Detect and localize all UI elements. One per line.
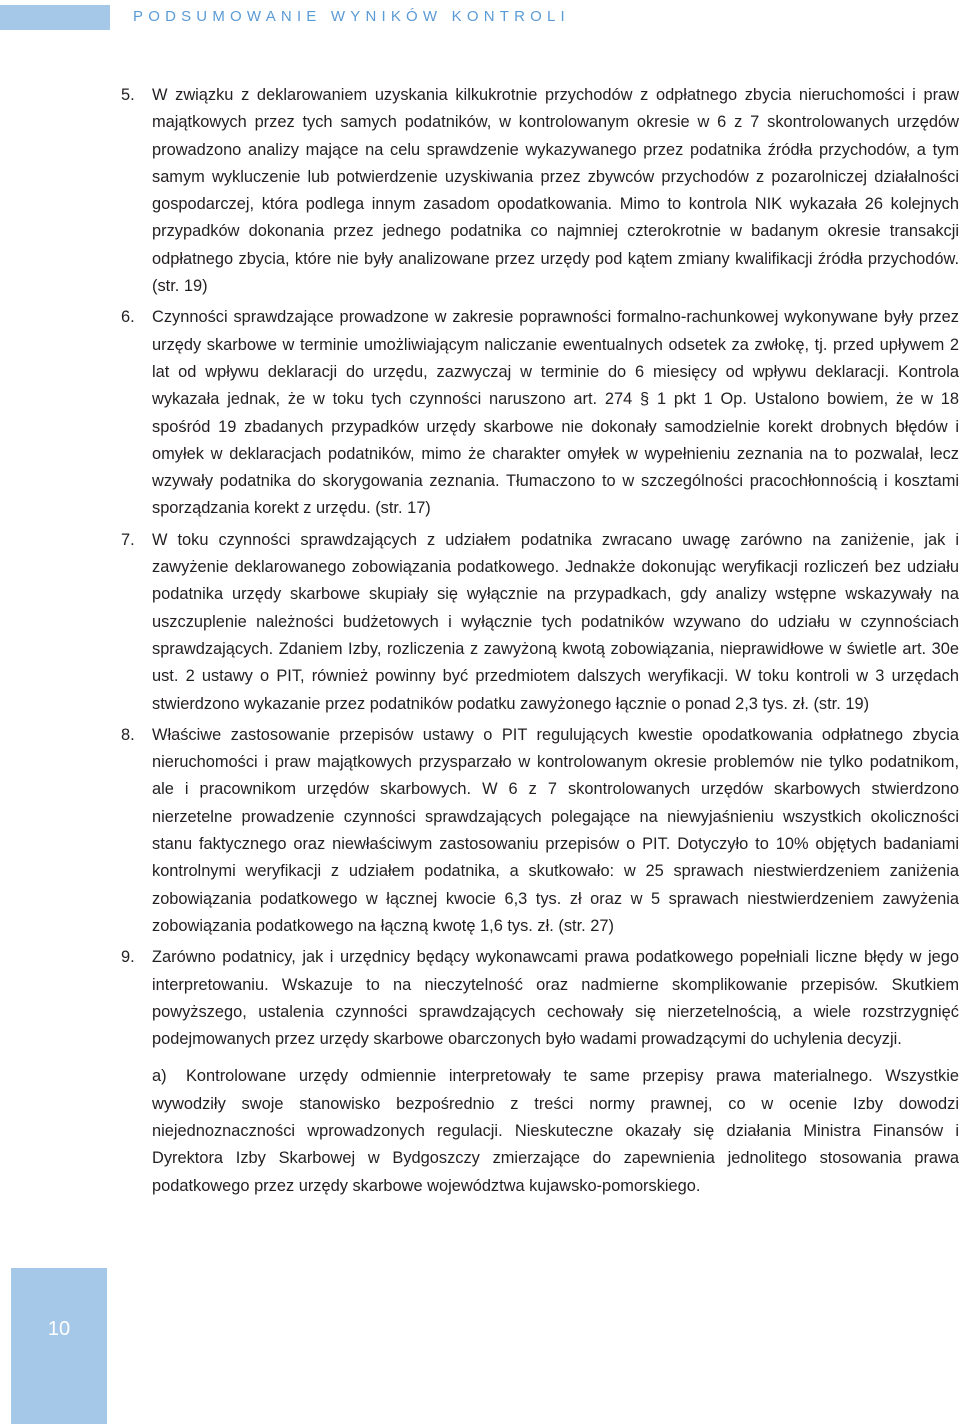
sub-list-item-text: Kontrolowane urzędy odmiennie interpretowały te same przepisy prawa materialnego. Wszystkie wywodziły swoje stanowisko bezpośrednio z treści normy prawnej, co w ocenie Izby dowodzi niejednoznaczności wprowadzonych regulacji. Nieskuteczne okazały się działania Ministra Finansów i Dyrektora Izby Skarbowej w Bydgoszczy zmierzające do zapewnienia jednolitego stosowania prawa podatkowego przez urzędy skarbowe województwa kujawsko-pomorskiego. [152,1067,959,1195]
list-item-text: Czynności sprawdzające prowadzone w zakresie poprawności formalno-rachunkowej wykonywane były przez urzędy skarbowe w terminie umożliwiającym naliczanie ewentualnych odsetek za zwłokę, tj. przed upływem 2 lat od wpływu deklaracji do urzędu, zazwyczaj w terminie do 6 miesięcy od wpływu deklaracji. Kontrola wykazała jednak, że w toku tych czynności naruszono art. 274 § 1 pkt 1 Op. Ustalono bowiem, że w 18 spośród 19 zbadanych przypadków urzędy skarbowe nie dokonały samodzielnie korekt drobnych błędów i omyłek w deklaracjach podatników, mimo że charakter omyłek w wypełnieniu zeznania na to pozwalał, lecz wzywały podatnika do skorygowania zeznania. Tłumaczono to w szczególności pracochłonnością i kosztami sporządzania korekt z urzędu. (str. 17) [152,308,959,518]
list-item-text: Zarówno podatnicy, jak i urzędnicy będący wykonawcami prawa podatkowego popełniali liczne błędy w jego interpretowaniu. Wskazuje to na nieczytelność oraz nadmierne skomplikowanie przepisów. Skutkiem powyższego, ustalenia czynności sprawdzających cechowały się nierzetelnością, a wiele rozstrzygnięć podejmowanych przez urzędy skarbowe obarczonych było wadami prowadzącymi do uchylenia decyzji. [152,948,959,1049]
list-item-7 [121,527,959,718]
list-item-9 [121,944,959,1053]
list-item-text: Właściwe zastosowanie przepisów ustawy o PIT regulujących kwestie opodatkowania odpłatnego zbycia nieruchomości i praw majątkowych przysparzało w kontrolowanym okresie problemów nie tylko podatnikom, ale i pracownikom urzędów skarbowych. W 6 z 7 skontrolowanych urzędów skarbowych stwierdzono nierzetelne prowadzenie czynności sprawdzających polegające na niewyjaśnieniu wszystkich okoliczności stanu faktycznego oraz niewłaściwym zastosowaniu przepisów o PIT. Dotyczyło to 10% objętych badaniami kontrolnymi weryfikacji z udziałem podatnika, a skutkowało: w 25 sprawach niestwierdzeniem zaniżenia zobowiązania podatkowego w łącznej kwocie 6,3 tys. zł oraz w 5 sprawach niestwierdzeniem zawyżenia zobowiązania podatkowego na łączną kwotę 1,6 tys. zł. (str. 27) [152,725,959,935]
list-item-5 [121,82,959,300]
list-item-number: 7. [121,530,135,549]
page-number-tab [11,1268,107,1424]
list-item-number: 5. [121,86,135,104]
list-item-8 [121,722,959,940]
list-item-number: 8. [121,725,135,744]
section-header-title: PODSUMOWANIE WYNIKÓW KONTROLI [133,8,570,25]
list-item-number: 6. [121,308,135,327]
page-number: 10 [47,1318,71,1340]
sub-list-item-label: a) [152,1067,167,1086]
document-body [121,82,959,1200]
list-item-text: W toku czynności sprawdzających z udziałem podatnika zwracano uwagę zarówno na zaniżenie, jak i zawyżenie deklarowanego zobowiązania podatkowego. Jednakże dokonując weryfikacji rozliczeń bez udziału podatnika urzędy skarbowe skupiały się wyłącznie na przypadkach, gdy analizy wstępne wskazywały na uszczuplenie należności budżetowych i wyłącznie tych podatników wzywano do udziału w czynnościach sprawdzających. Zdaniem Izby, rozliczenia z zawyżoną kwotą zobowiązania, nieprawidłowe w świetle art. 30e ust. 2 ustawy o PIT, również powinny być przedmiotem dalszych weryfikacji. W toku kontroli w 3 urzędach stwierdzono wykazanie przez podatników podatku zawyżonego łącznie o ponad 2,3 tys. zł. (str. 19) [152,530,959,713]
sub-list-item-a [121,1063,959,1199]
list-item-text: W związku z deklarowaniem uzyskania kilkukrotnie przychodów z odpłatnego zbycia nieruchomości i praw majątkowych przez tych samych podatników, w kontrolowanym okresie w 6 z 7 skontrolowanych urzędów prowadzono analizy mające na celu sprawdzenie wykazywanego przez podatnika źródła przychodów, a tym samym wykluczenie lub potwierdzenie uzyskiwania przez zbywców przychodów z pozarolniczej działalności gospodarczej, która podlega innym zasadom opodatkowania. Mimo to kontrola NIK wykazała 26 kolejnych przypadków dokonania przez jednego podatnika co najmniej czterokrotnie w badanym okresie transakcji odpłatnego zbycia, które nie były analizowane przez urzędy pod kątem zmiany kwalifikacji źródła przychodów. (str. 19) [152,86,959,296]
header-accent-bar [0,5,110,30]
list-item-6 [121,304,959,522]
list-item-number: 9. [121,948,135,967]
